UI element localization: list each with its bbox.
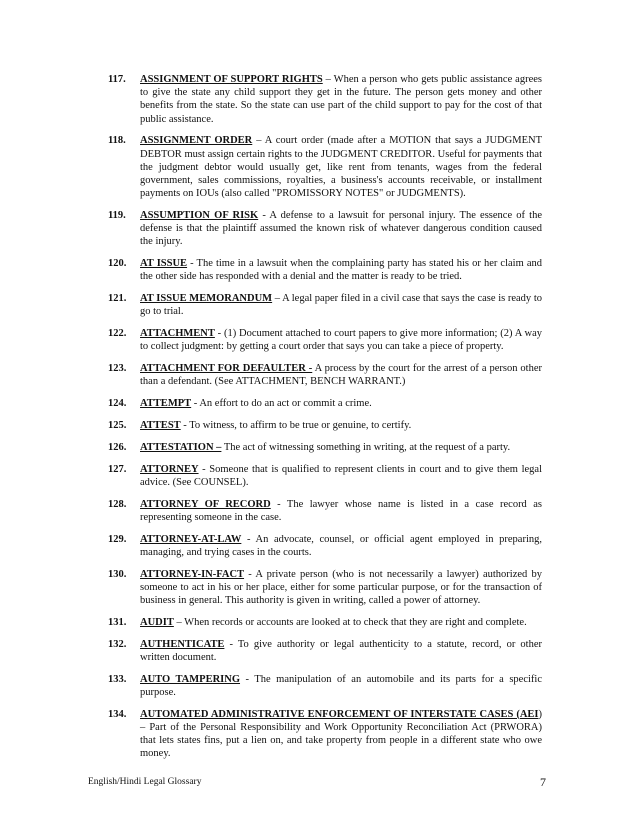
entry-definition: The act of witnessing something in writing, at the request of a party. [221, 441, 511, 453]
entry-number: 130. [108, 568, 127, 580]
entry-number: 123. [108, 363, 127, 375]
entry-definition: - An effort to do an act or commit a crime. [191, 398, 372, 410]
entry-definition: – A court order (made after a MOTION that says a JUDGMENT DEBTOR must assign certain rights to the JUDGMENT CREDITOR. Useful for payments that the judgment debtor would usually get, like rent from tenants, wages from the federal government, sales commissions, royalties, a business's accounts receivable, or installment payments on IOUs (also called "PROMISSORY NOTES" or JUDGMENTS). [140, 135, 543, 200]
entry-number: 125. [108, 420, 127, 432]
page-number: 7 [540, 775, 546, 789]
entry-number: 134. [108, 708, 127, 720]
entry-term: ATTORNEY [140, 463, 199, 475]
entry-term: AUTHENTICATE [140, 638, 225, 650]
entry-definition: A process by the court for the arrest of a person other than a defendant. (See ATTACHMENT, BENCH WARRANT.) [140, 363, 542, 388]
entry-number: 122. [108, 328, 127, 340]
entry-number: 132. [108, 638, 127, 650]
entry-term: ATTEST [140, 420, 181, 432]
entry-number: 124. [108, 398, 127, 410]
glossary-entry [108, 463, 542, 489]
entry-definition: - An advocate, counsel, or official agent employed in preparing, managing, and trying cases in the courts. [140, 533, 542, 558]
entry-definition: - The time in a lawsuit when the complaining party has stated his or her claim and the other side has responded with a denial and the matter is ready to be tried. [140, 258, 543, 283]
entry-number: 133. [108, 673, 127, 685]
entry-definition: – A legal paper filed in a civil case that says the case is ready to go to trial. [140, 293, 543, 318]
glossary-entry [108, 327, 542, 353]
glossary-entry [108, 533, 542, 559]
entry-definition: - A private person (who is not necessarily a lawyer) authorized by someone to act in his or her place, either for some particular purpose, or for the transaction of business in general. This authority is given in writing, called a power of attorney. [140, 568, 542, 607]
glossary-entry [108, 673, 542, 699]
entry-definition: - Someone that is qualified to represent clients in court and to give them legal advice. (See COUNSEL). [140, 463, 542, 488]
entry-number: 129. [108, 533, 127, 545]
entry-term: AT ISSUE [140, 258, 188, 270]
entry-definition: - (1) Document attached to court papers to give more information; (2) A way to collect judgment: by getting a court order that says you can take a piece of property. [140, 328, 542, 353]
entry-term: ATTACHMENT FOR DEFAULTER - [140, 363, 313, 375]
entry-definition: - To give authority or legal authenticity to a statute, record, or other written document. [140, 638, 542, 663]
entry-number: 121. [108, 293, 127, 305]
entry-number: 119. [108, 210, 126, 222]
glossary-entry [108, 498, 542, 524]
entry-definition: - The manipulation of an automobile and its parts for a specific purpose. [140, 673, 542, 698]
entry-term: ATTEMPT [140, 398, 192, 410]
entry-term: ASSIGNMENT ORDER [140, 135, 253, 147]
entry-number: 117. [108, 74, 126, 85]
entry-number: 126. [108, 441, 127, 453]
entry-term: ATTACHMENT [140, 328, 215, 340]
entry-term: AUTOMATED ADMINISTRATIVE ENFORCEMENT OF INTERSTATE CASES (AEI [140, 708, 539, 720]
entry-number: 127. [108, 463, 127, 475]
glossary-entry [108, 397, 542, 410]
entry-number: 118. [108, 135, 126, 147]
entry-term: AUDIT [140, 616, 174, 628]
glossary-entries [108, 73, 542, 769]
entry-term: AUTO TAMPERING [140, 673, 241, 685]
glossary-entry [108, 362, 542, 388]
entry-definition: - To witness, to affirm to be true or genuine, to certify. [180, 420, 412, 432]
entry-term: ATTORNEY-IN-FACT [140, 568, 245, 580]
glossary-entry [108, 292, 542, 318]
entry-term: AT ISSUE MEMORANDUM [140, 293, 273, 305]
footer-title: English/Hindi Legal Glossary [88, 777, 202, 787]
glossary-entry [108, 134, 542, 200]
entry-number: 131. [108, 616, 127, 628]
entry-definition: - A defense to a lawsuit for personal injury. The essence of the defense is that the plaintiff assumed the known risk of whatever dangerous condition caused the injury. [140, 210, 542, 248]
glossary-entry [108, 568, 542, 608]
entry-number: 128. [108, 498, 127, 510]
entry-term: ASSIGNMENT OF SUPPORT RIGHTS [140, 74, 323, 85]
entry-number: 120. [108, 258, 127, 270]
entry-term: ATTORNEY-AT-LAW [140, 533, 242, 545]
glossary-entry [108, 616, 542, 629]
glossary-entry [108, 708, 542, 761]
glossary-entry [108, 257, 542, 283]
entry-term: ASSUMPTION OF RISK [140, 210, 259, 222]
glossary-entry [108, 209, 542, 249]
glossary-entry [108, 441, 542, 454]
entry-term: ATTESTATION – [140, 441, 222, 453]
glossary-entry [108, 73, 542, 126]
glossary-entry [108, 419, 542, 432]
entry-definition: – When records or accounts are looked at to check that they are right and complete. [173, 616, 527, 628]
entry-definition: - The lawyer whose name is listed in a case record as representing someone in the case. [140, 498, 542, 523]
entry-definition: – When a person who gets public assistance agrees to give the state any child support they get in the future. The person gets money and other benefits from the state. So the state can use part of the child support to pay for the cost of that public assistance. [140, 74, 542, 125]
glossary-entry [108, 638, 542, 664]
entry-definition: ) – Part of the Personal Responsibility and Work Opportunity Reconciliation Act (PRWORA) that lets states fins, put a lien on, and take property from people in a different state who owe money. [140, 708, 542, 760]
entry-term: ATTORNEY OF RECORD [140, 498, 271, 510]
